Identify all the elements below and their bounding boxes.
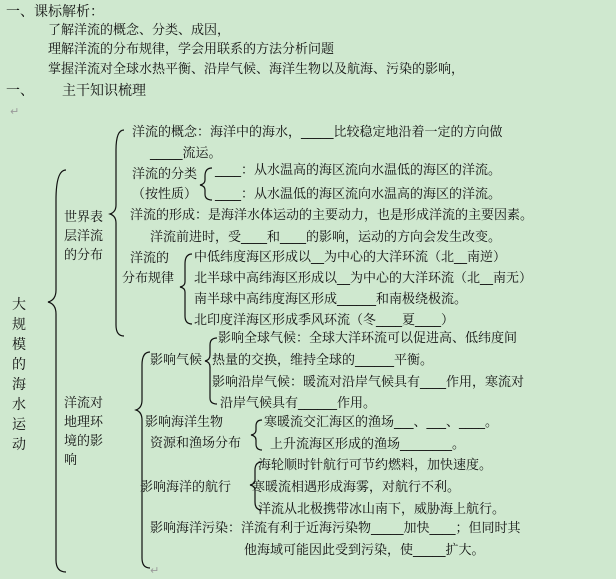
nav-item-2: 寒暖流相遇形成海雾，对航行不利。 [252, 480, 461, 495]
pattern-item-1: 中低纬度海区形成以__为中心的大洋环流（北__南逆） [194, 250, 507, 265]
intro-line-2: 理解洋流的分布规律，学会用联系的方法分析问题 [48, 42, 335, 57]
climate-label: 影响气候 [150, 353, 203, 368]
intro-line-1: 了解洋流的概念、分类、成因， [48, 23, 231, 38]
intro-line-3: 掌握洋流对全球水热平衡、沿岸气候、海洋生物以及航海、污染的影响， [48, 62, 465, 77]
nav-item-3: 洋流从北极携带冰山南下，威胁海上航行。 [258, 502, 506, 517]
classify-label-2: （按性质） [132, 187, 198, 202]
formation-line-2: 洋流前进时，受____和____的影响，运动的方向会发生改变。 [150, 230, 502, 245]
pattern-item-3: 南半球中高纬度海区形成______和南极绕极流。 [194, 292, 468, 307]
bio-brace [251, 420, 262, 450]
pattern-label-1: 洋流的 [130, 251, 170, 266]
paragraph-mark-2: ↵ [150, 564, 160, 577]
climate-item-4: 沿岸气候具有______作用。 [220, 396, 377, 411]
bio-label-2: 资源和渔场分布 [150, 436, 242, 451]
pattern-label-2: 分布规律 [122, 271, 175, 286]
bio-label-1: 影响海洋生物 [145, 415, 224, 430]
concept-line-1: 洋流的概念：海洋中的海水，_____比较稳定地沿着一定的方向做 [132, 125, 503, 140]
world-label: 世界表层洋流的分布 [64, 210, 104, 263]
world-brace [110, 130, 124, 336]
classify-label-1: 洋流的分类 [132, 167, 198, 182]
bio-item-1: 寒暖流交汇海区的渔场___、___、____。 [264, 415, 499, 430]
classify-brace [200, 168, 212, 200]
root-label: 大规模的海水运动 [12, 297, 26, 453]
climate-brace [205, 338, 217, 404]
pattern-item-2: 北半球中高纬海区形成以__为中心的大洋环流（北__南无） [194, 271, 533, 286]
pollution-line-1: 影响海洋污染：洋流有利于近海污染物_____加快____；但同时其 [150, 521, 521, 536]
nav-item-1: 海轮顺时针航行可节约燃料，加快速度。 [258, 458, 493, 473]
impact-label: 洋流对地理环境的影响 [64, 396, 104, 468]
impact-brace [136, 352, 150, 568]
formation-line-1: 洋流的形成：是海洋水体运动的主要动力，也是形成洋流的主要因素。 [130, 208, 534, 223]
concept-line-2: _____流运。 [150, 146, 222, 161]
pollution-line-2: 他海域可能因此受到污染，使_____扩大。 [244, 543, 485, 558]
bio-item-2: 上升流海区形成的渔场________。 [270, 437, 466, 452]
section-number: 一、 [6, 83, 34, 99]
pattern-item-4: 北印度洋海区形成季风环流（冬____夏____） [194, 313, 455, 328]
classify-warm: ____：从水温高的海区流向水温低的海区的洋流。 [215, 163, 502, 178]
paragraph-mark-1: ↵ [10, 105, 20, 118]
climate-item-1: 影响全球气候：全球大洋环流可以促进高、低纬度间 [218, 331, 518, 346]
intro-heading: 一、课标解析： [6, 4, 104, 20]
section-title: 主干知识梳理 [62, 83, 146, 99]
pattern-brace [180, 254, 192, 324]
nav-label: 影响海洋的航行 [140, 480, 232, 495]
classify-cold: ____：从水温低的海区流向水温高的海区的洋流。 [215, 187, 502, 202]
climate-item-2: 热量的交换，维持全球的______平衡。 [212, 353, 434, 368]
climate-item-3: 影响沿岸气候：暖流对沿岸气候具有____作用，寒流对 [212, 375, 525, 390]
